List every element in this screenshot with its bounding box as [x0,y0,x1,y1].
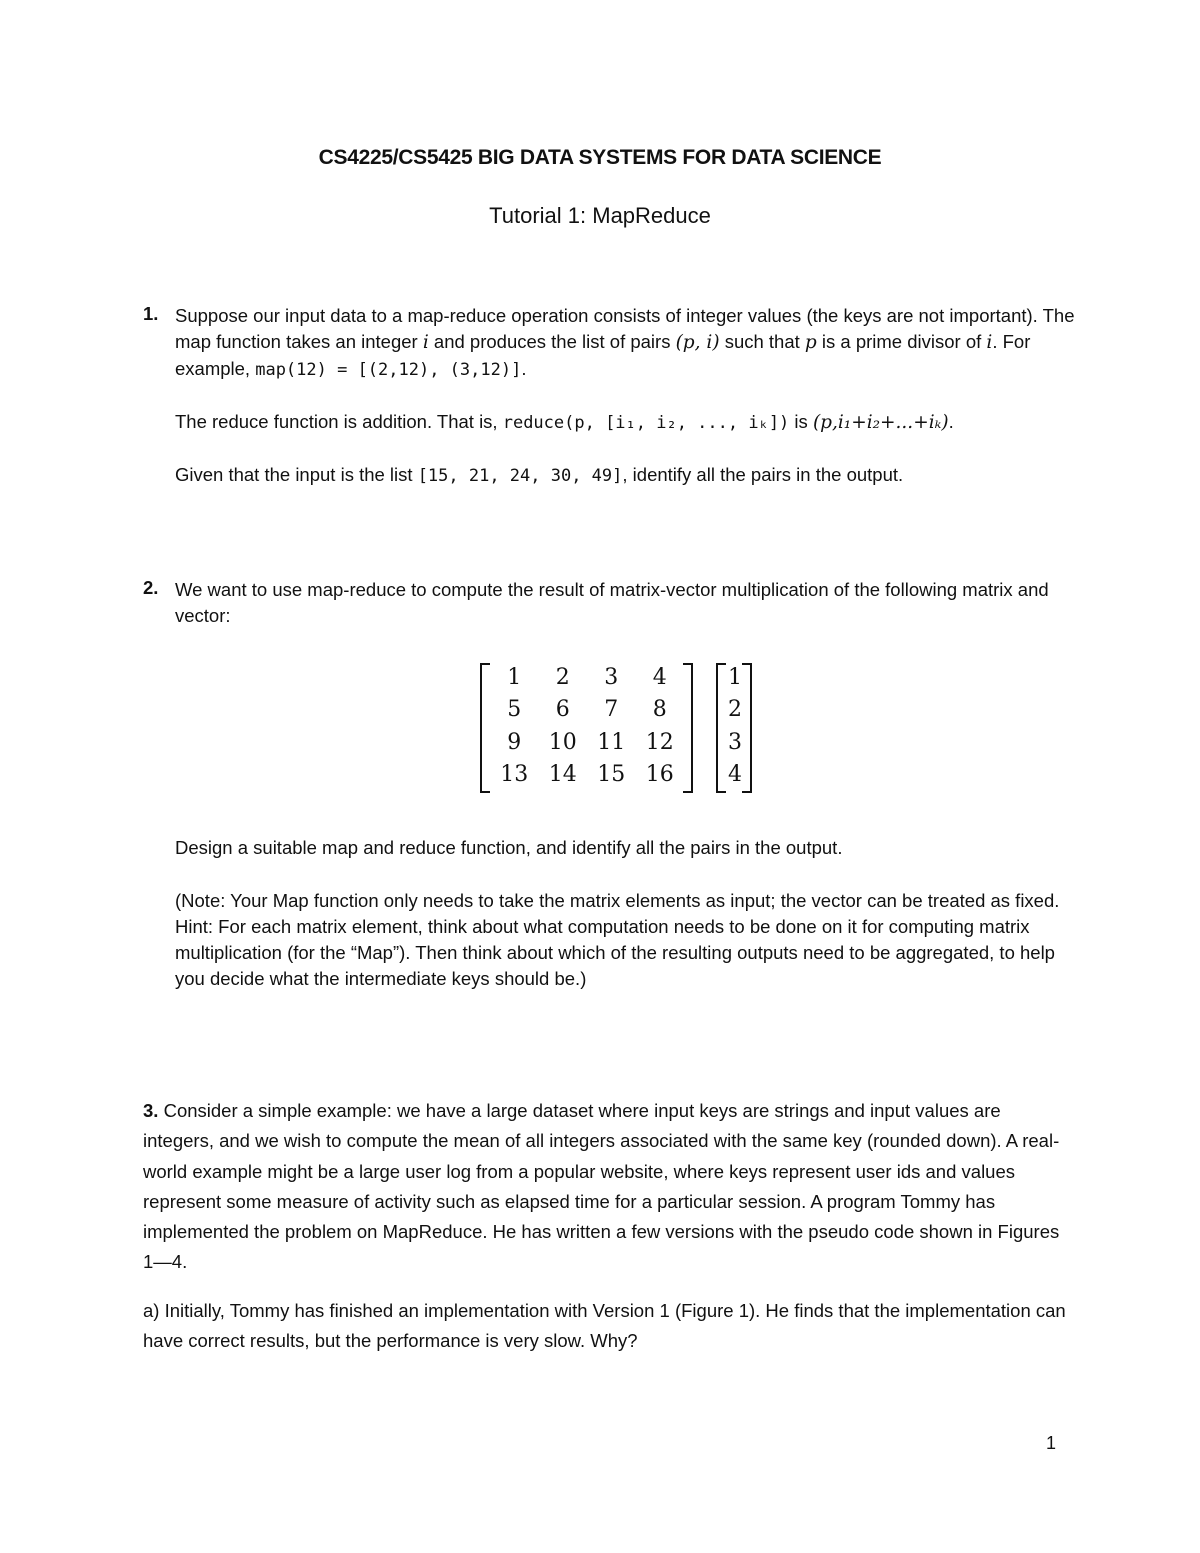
q1-var-i: i [422,332,429,353]
vector-table [722,661,748,791]
q1-pair: (p, i) [675,332,720,353]
matrix-cell: 15 [597,762,626,788]
question-1-paragraph-1 [175,303,1075,383]
question-1-number: 1. [143,303,159,324]
question-2-design: Design a suitable map and reduce function, and identify all the pairs in the output. [175,837,843,858]
question-2-number: 2. [143,577,159,598]
matrix-cell: 2 [555,664,570,690]
q1-text: . [948,411,954,432]
q1-text: . For example, [175,331,1031,379]
vector [716,661,756,791]
q1-reduce-code: reduce(p, [i₁, i₂, ..., iₖ]) [502,413,790,433]
question-3-text: Consider a simple example: we have a large dataset where input keys are strings and input values are integers, and we wish to compute the mean of all integers associated with the same key (rounded down). A real-world example might be a large user log from a popular website, where keys represent user ids and values represent some measure of activity such as elapsed time for a particular session. A program Tommy has implemented the problem on MapReduce. He has written a few versions with the pseudo code shown in Figures 1—4. [143,1100,1060,1273]
matrix-cell: 3 [604,664,619,690]
matrix-row [490,726,684,759]
matrix-cell: 1 [507,664,522,690]
q1-example-code: map(12) = [(2,12), (3,12)] [255,360,522,380]
question-3-part-a: a) Initially, Tommy has finished an implementation with Version 1 (Figure 1). He finds that the implementation can have correct results, but the performance is very slow. Why? [143,1300,1066,1352]
question-3-paragraph [143,1096,1073,1278]
matrix-left-bracket [480,663,490,793]
matrix-cell: 7 [604,697,619,723]
q1-text: is a prime divisor of [816,331,987,352]
vector-cell: 4 [728,762,742,788]
question-2-intro: We want to use map-reduce to compute the result of matrix-vector multiplication of the following matrix and vector: [175,579,1049,626]
vector-cell: 3 [728,729,742,755]
q1-input-list: [15, 21, 24, 30, 49] [417,466,623,486]
matrix-cell: 11 [597,729,626,755]
question-1-paragraph-2 [175,409,1075,436]
q1-text: Given that the input is the list [175,464,418,485]
matrix-cell: 8 [652,697,667,723]
q1-text: Suppose our input data to a map-reduce operation consists of integer values (the keys are not important). The map function takes an integer [175,305,1075,352]
matrix-cell: 6 [555,697,570,723]
matrix-row [490,694,684,727]
document-subtitle: Tutorial 1: MapReduce [489,203,711,228]
matrix-row [490,661,684,694]
matrix-row [490,759,684,792]
q1-text: and produces the list of pairs [428,331,676,352]
page-number: 1 [1046,1433,1057,1453]
matrix-cell: 14 [548,762,577,788]
question-3-number: 3. [143,1100,159,1121]
q1-var-p: p [804,332,817,353]
matrix-cell: 12 [645,729,674,755]
matrix-cell: 5 [507,697,522,723]
matrix-cell: 13 [500,762,529,788]
document-title: CS4225/CS5425 BIG DATA SYSTEMS FOR DATA SCIENCE [318,146,882,169]
matrix-table [490,661,684,791]
q1-text: , identify all the pairs in the output. [622,464,904,485]
q1-text: such that [719,331,805,352]
matrix-right-bracket [683,663,693,793]
q1-text: . [521,358,527,379]
question-2-note: (Note: Your Map function only needs to take the matrix elements as input; the vector can be treated as fixed. Hint: For each matrix element, think about what computation needs to be done on it for computing matrix multiplication (for the “Map”). Then think about which of the resulting outputs need to be aggregated, to help you decide what the intermediate keys should be.) [175,890,1060,989]
matrix-cell: 16 [645,762,674,788]
vector-cell: 1 [728,664,742,690]
matrix-cell: 9 [507,729,522,755]
question-1-paragraph-3 [175,462,1075,489]
q1-text: The reduce function is addition. That is, [175,411,503,432]
q1-var-i: i [986,332,993,353]
matrix-cell: 10 [548,729,577,755]
q1-reduce-result: (p,i₁+i₂+...+iₖ) [812,412,949,433]
matrix [480,661,695,791]
q1-text: is [789,411,813,432]
matrix-cell: 4 [652,664,667,690]
vector-cell: 2 [728,697,742,723]
